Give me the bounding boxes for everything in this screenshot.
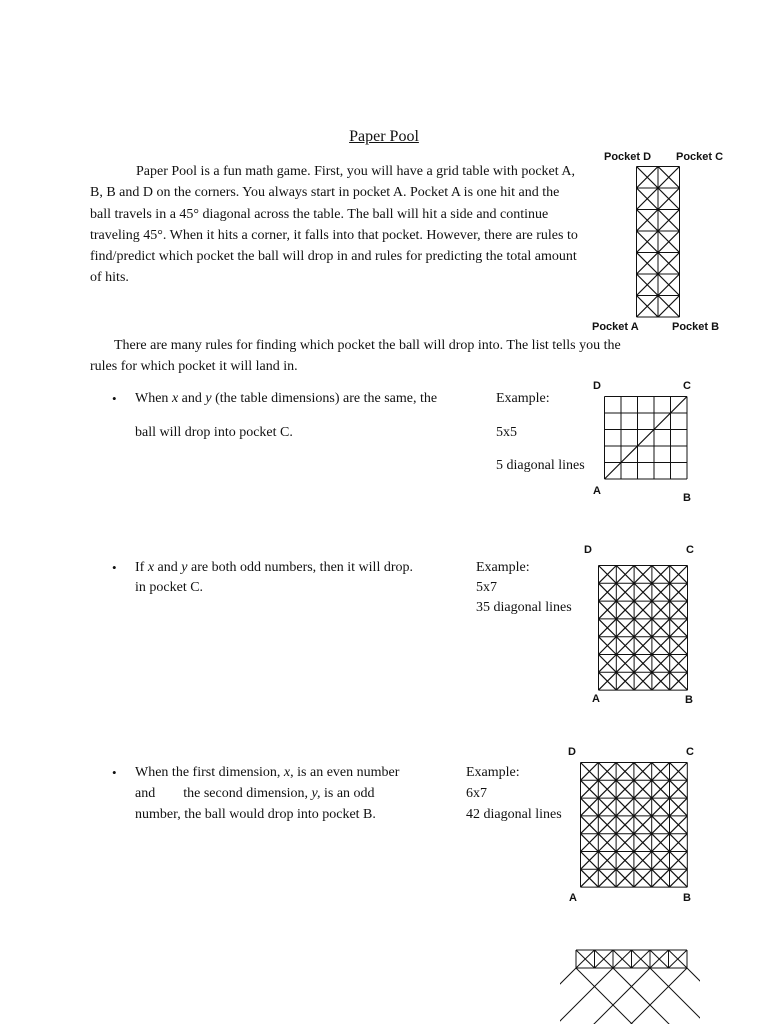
rule-3-corner-d: D — [568, 746, 576, 758]
pocket-b-label: Pocket B — [672, 321, 720, 333]
rule-2-corner-c: C — [686, 544, 694, 556]
rule-2-example-label: Example: — [476, 560, 530, 575]
intro-line: find/predict which pocket the ball will drop in and rules for predicting the total amount — [90, 249, 577, 265]
rule-1-diagonal-count: 5 diagonal lines — [496, 458, 585, 473]
rule-1-corner-d: D — [593, 380, 601, 392]
pocket-d-label: Pocket D — [604, 151, 652, 163]
rule-1-corner-a: A — [593, 485, 601, 497]
rule-2-dimensions: 5x7 — [476, 580, 497, 595]
bullet-2: • — [112, 560, 117, 575]
intro-line: of hits. — [90, 270, 129, 286]
pool-table-diagram — [636, 166, 688, 318]
rule-3-grid-diagram — [580, 762, 688, 894]
ball-path-segment — [560, 968, 576, 1024]
intro-paragraph — [90, 161, 630, 289]
partial-grid-diagram — [560, 948, 700, 1024]
rule-1-example-label: Example: — [496, 391, 550, 406]
rule-1-corner-b: B — [683, 492, 691, 504]
rule-3-corner-c: C — [686, 746, 694, 758]
rule-3-dimensions: 6x7 — [466, 786, 487, 801]
rule-2-corner-d: D — [584, 544, 592, 556]
rule-3-corner-b: B — [683, 892, 691, 904]
ball-path-segment — [671, 397, 688, 414]
intro-line: Paper Pool is a fun math game. First, you will have a grid table with pocket A, — [136, 164, 575, 179]
rule-1-line-2: ball will drop into pocket C. — [135, 425, 293, 440]
rule-2-diagonal-count: 35 diagonal lines — [476, 600, 572, 615]
rules-intro-line: There are many rules for finding which pocket the ball will drop into. The list tells you the — [114, 338, 621, 353]
bullet-1: • — [112, 391, 117, 406]
rules-intro-paragraph — [90, 335, 690, 378]
rule-2-grid-diagram — [598, 565, 688, 695]
rule-1-dimensions: 5x5 — [496, 425, 517, 440]
rule-2-line-1: If x and y are both odd numbers, then it will drop. — [135, 560, 414, 575]
ball-path-segment — [654, 413, 671, 430]
ball-path-segment — [650, 968, 700, 1024]
rules-intro-line: rules for which pocket it will land in. — [90, 359, 298, 375]
rule-1-grid-diagram — [604, 396, 688, 490]
rule-2-corner-a: A — [592, 693, 600, 705]
intro-line: traveling 45°. When it hits a corner, it falls into that pocket. However, there are rules to — [90, 227, 578, 243]
ball-path-segment — [621, 446, 638, 463]
ball-path-segment — [605, 463, 622, 480]
rule-2-corner-b: B — [685, 694, 693, 706]
ball-path-segment — [638, 430, 655, 447]
intro-line: ball travels in a 45° diagonal across the table. The ball will hit a side and continue — [90, 206, 549, 222]
pocket-a-label: Pocket A — [592, 321, 639, 333]
pocket-c-label: Pocket C — [676, 151, 724, 163]
rule-1-corner-c: C — [683, 380, 691, 392]
rule-1-line-1: When x and y (the table dimensions) are the same, the — [135, 391, 438, 406]
intro-line: B, B and D on the corners. You always start in pocket A. Pocket A is one hit and the — [90, 185, 560, 201]
rule-2-line-2: in pocket C. — [135, 580, 204, 595]
bullet-3: • — [112, 765, 117, 780]
rule-3-corner-a: A — [569, 892, 577, 904]
rule-3-example-label: Example: — [466, 765, 520, 780]
rule-3-line-3: number, the ball would drop into pocket B. — [135, 807, 376, 822]
rule-3-line-1: When the first dimension, x, is an even number — [135, 765, 400, 780]
page-title: Paper Pool — [349, 128, 419, 145]
rule-3-diagonal-count: 42 diagonal lines — [466, 807, 562, 822]
rule-3-line-2: and the second dimension, y, is an odd — [135, 786, 375, 801]
